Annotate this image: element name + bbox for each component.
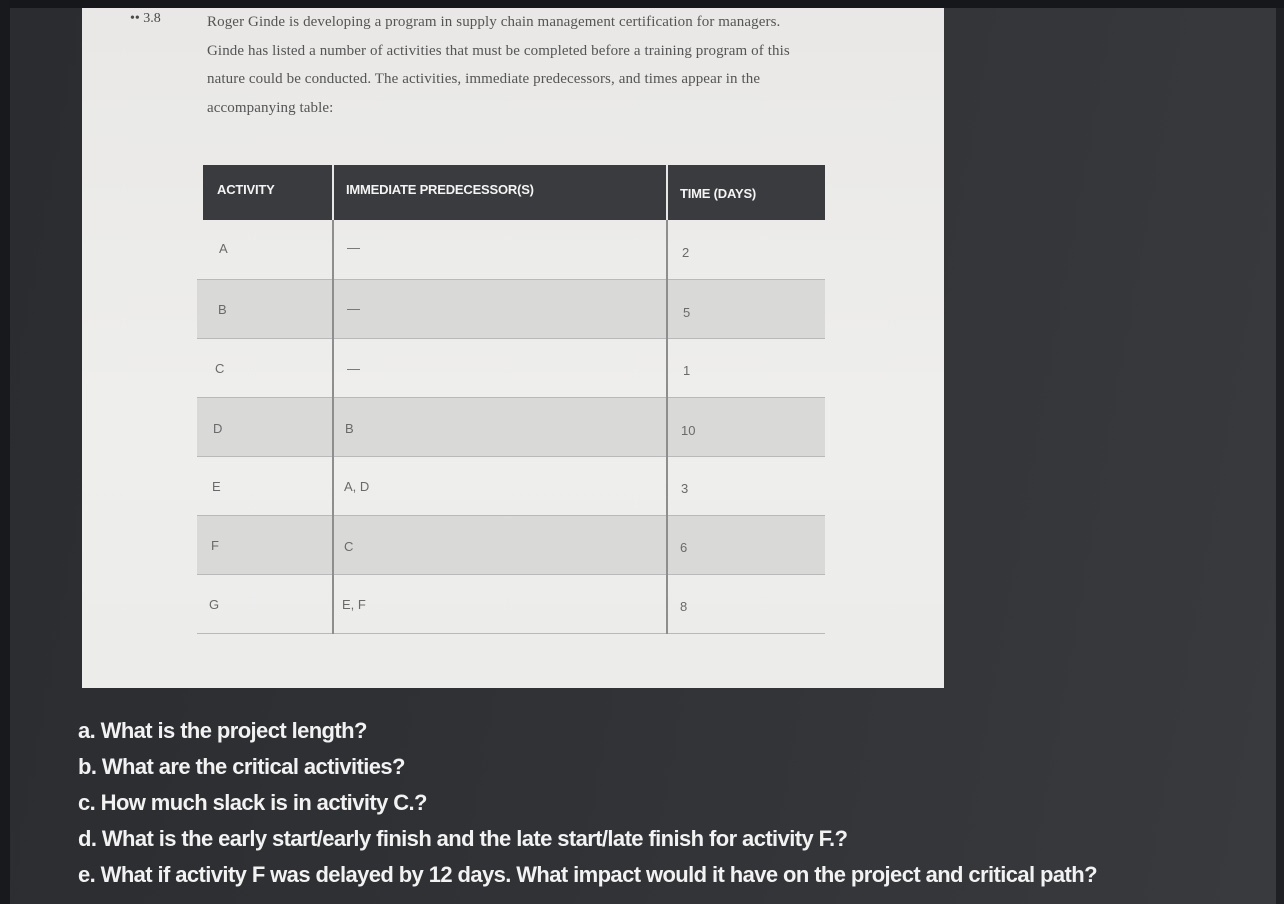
cell-predecessors: — bbox=[347, 240, 360, 255]
table-row bbox=[197, 339, 825, 398]
cell-predecessors: E, F bbox=[342, 597, 366, 612]
cell-time: 3 bbox=[681, 481, 689, 496]
question-list bbox=[78, 713, 1268, 893]
cell-activity: E bbox=[212, 479, 221, 494]
column-divider bbox=[666, 220, 668, 634]
table-row bbox=[197, 398, 825, 457]
cell-time: 5 bbox=[683, 305, 691, 320]
table-row bbox=[197, 457, 825, 516]
cell-predecessors: — bbox=[347, 361, 360, 376]
header-divider bbox=[666, 165, 668, 220]
table-row bbox=[197, 575, 825, 634]
cell-time: 6 bbox=[680, 540, 688, 555]
cell-predecessors: B bbox=[345, 421, 354, 436]
problem-number: •• 3.8 bbox=[130, 11, 161, 26]
cell-activity: C bbox=[215, 361, 225, 376]
cell-time: 1 bbox=[683, 363, 691, 378]
cell-activity: B bbox=[218, 302, 227, 317]
cell-time: 8 bbox=[680, 599, 688, 614]
question-b: b. What are the critical activities? bbox=[78, 754, 405, 779]
question-e: e. What if activity F was delayed by 12 days. What impact would it have on the project and critical path? bbox=[78, 862, 1097, 887]
column-divider bbox=[332, 220, 334, 634]
cell-activity: A bbox=[219, 241, 228, 256]
header-divider bbox=[332, 165, 334, 220]
table-row bbox=[197, 221, 825, 280]
cell-activity: D bbox=[213, 421, 223, 436]
question-d: d. What is the early start/early finish and the late start/late finish for activity F.? bbox=[78, 826, 848, 851]
cell-predecessors: C bbox=[344, 539, 354, 554]
header-activity: ACTIVITY bbox=[217, 182, 275, 197]
cell-activity: F bbox=[211, 538, 219, 553]
cell-predecessors: A, D bbox=[344, 479, 370, 494]
monitor-bezel-top bbox=[0, 0, 1284, 8]
header-predecessors: IMMEDIATE PREDECESSOR(S) bbox=[346, 182, 534, 197]
table-header bbox=[203, 165, 825, 220]
question-a: a. What is the project length? bbox=[78, 718, 367, 743]
table-row bbox=[197, 280, 825, 339]
table-row bbox=[197, 516, 825, 575]
cell-time: 2 bbox=[682, 245, 690, 260]
problem-statement: Roger Ginde is developing a program in supply chain management certification for managers. Ginde has listed a number of activities that must be completed before a training program of this nature could be conducted. The activities, immediate predecessors, and times appear in the accompanying table: bbox=[207, 14, 790, 116]
cell-predecessors: — bbox=[347, 301, 360, 316]
question-c: c. How much slack is in activity C.? bbox=[78, 790, 427, 815]
header-time: TIME (DAYS) bbox=[680, 186, 757, 201]
monitor-bezel-left bbox=[0, 0, 10, 904]
cell-time: 10 bbox=[681, 423, 696, 438]
cell-activity: G bbox=[209, 597, 220, 612]
